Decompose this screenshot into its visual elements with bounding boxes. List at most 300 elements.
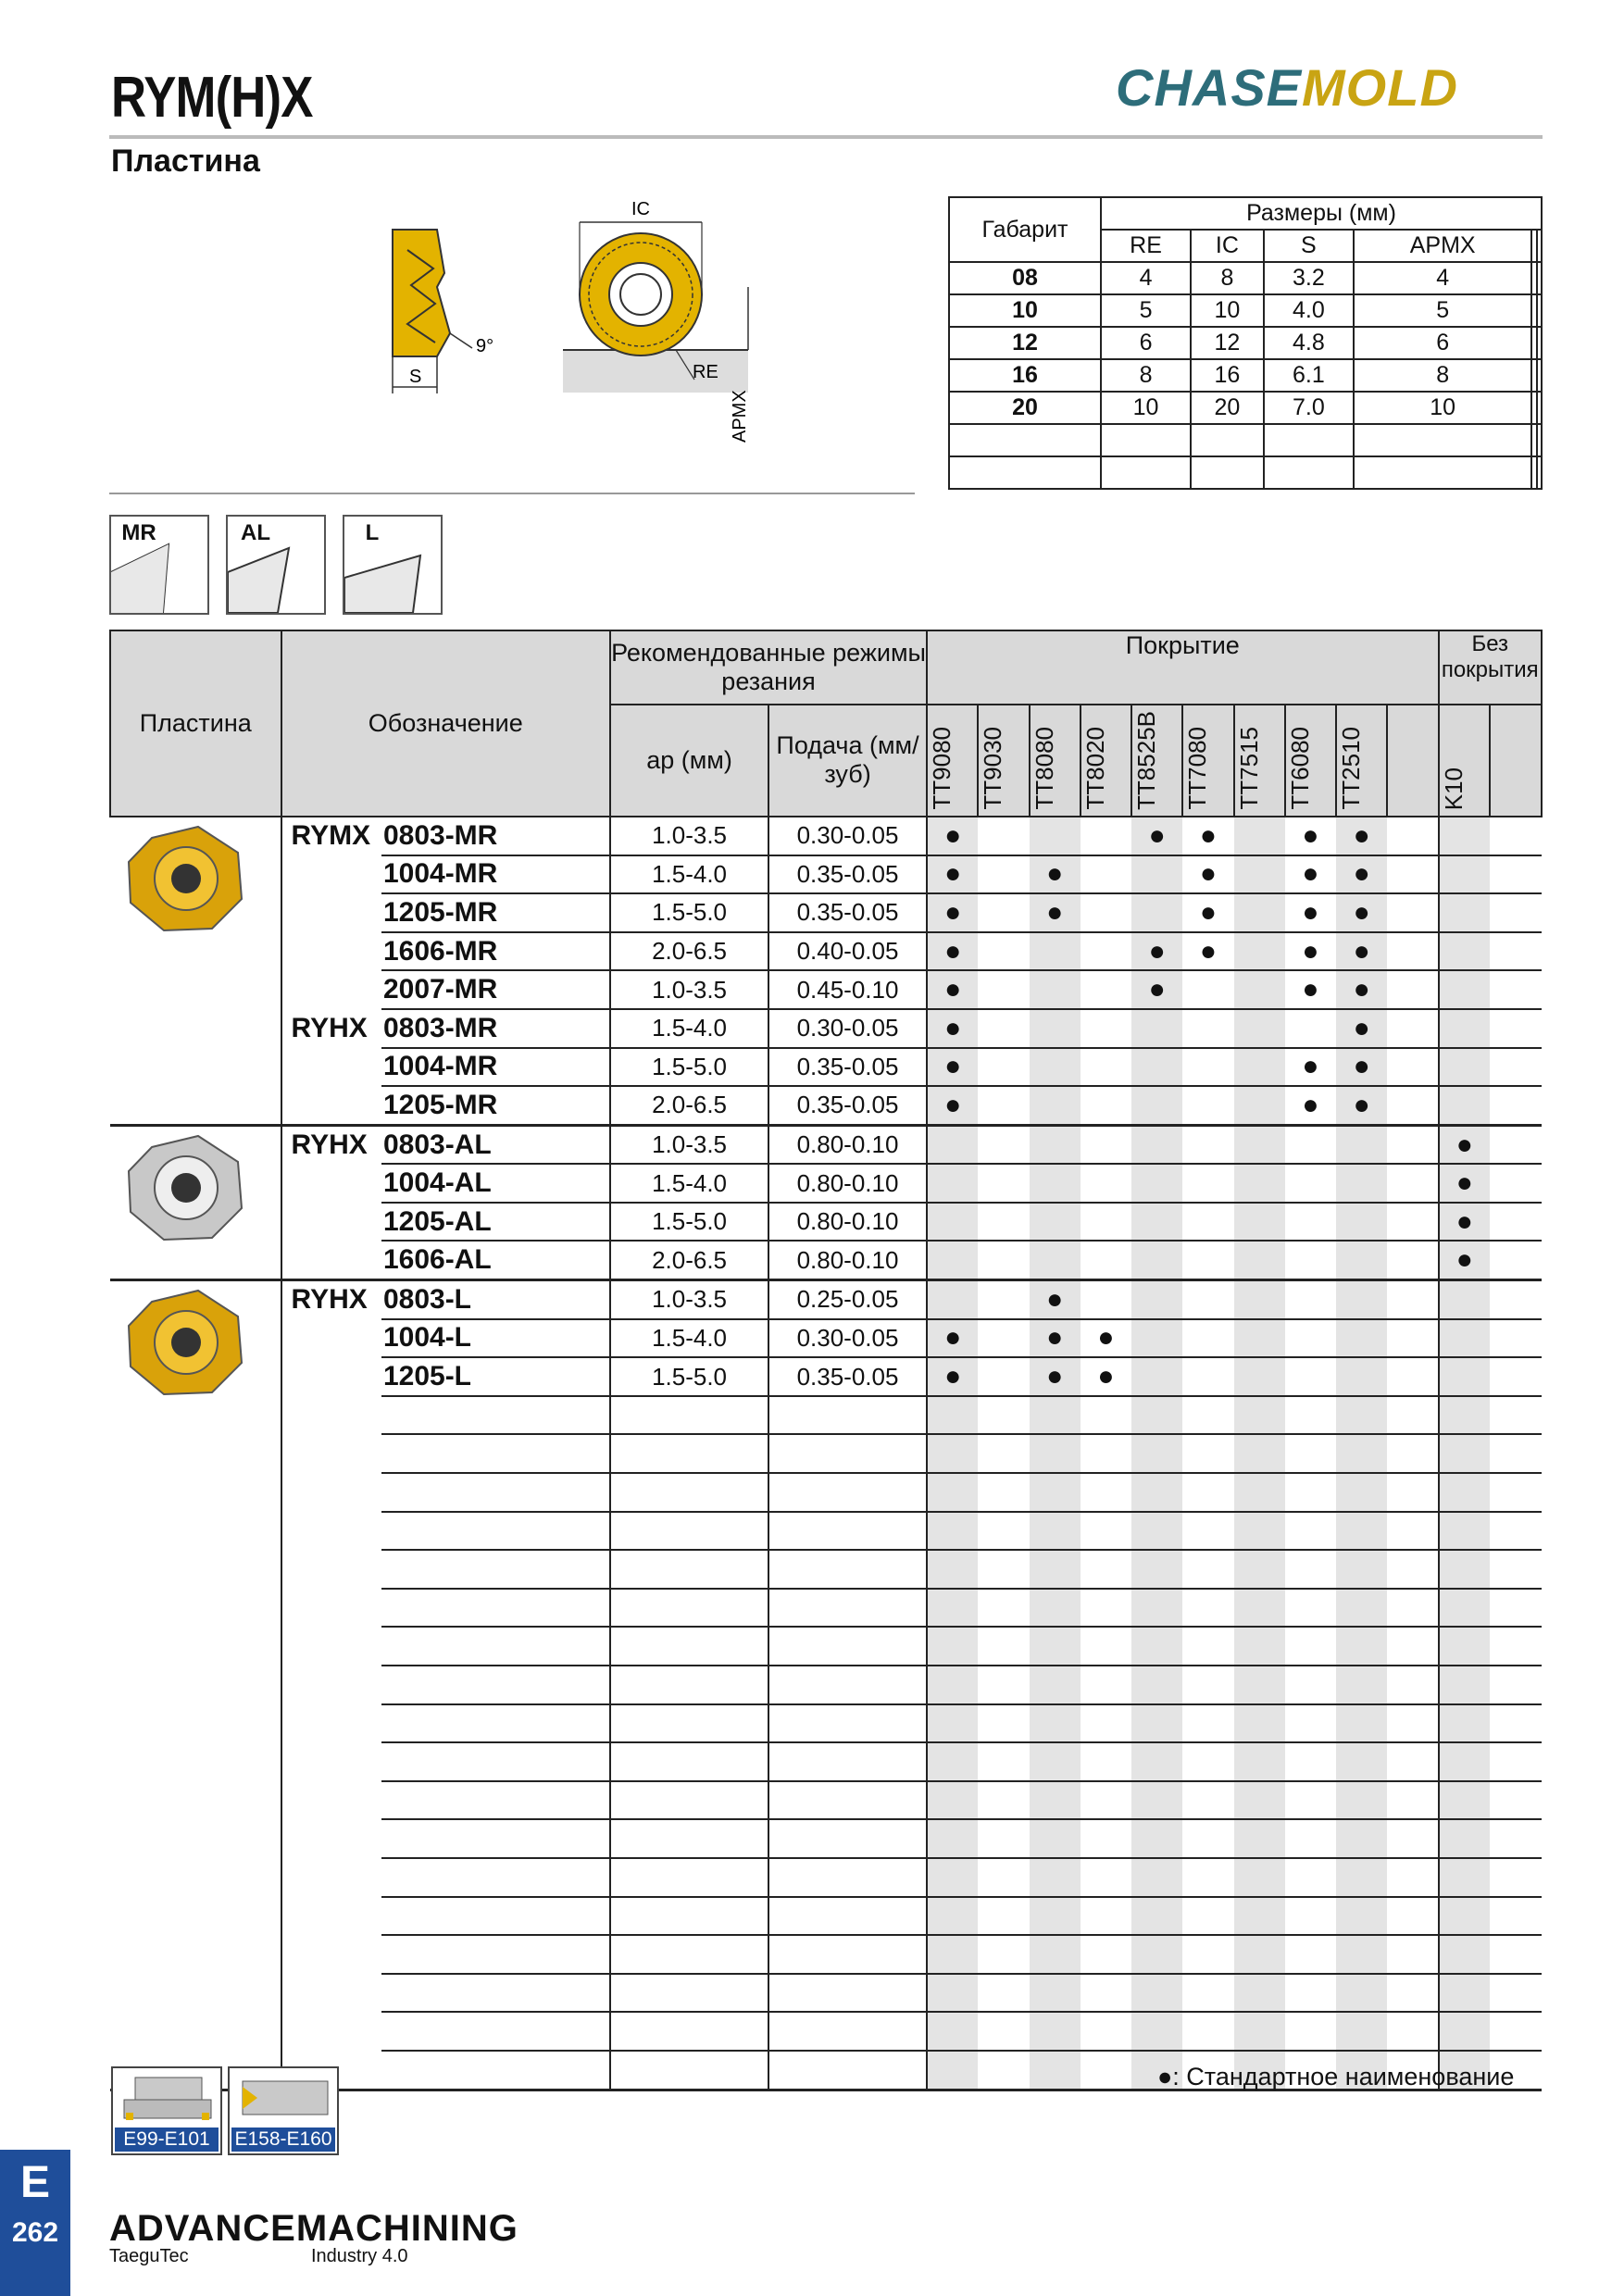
availability-empty: [1131, 1009, 1182, 1048]
availability-empty: [1439, 932, 1491, 971]
designation-prefix-empty: [281, 1974, 381, 2013]
sizes-cell: 4: [1354, 262, 1531, 294]
catalog-ref-label: E158-E160: [231, 2128, 335, 2152]
availability-empty: [1081, 1819, 1131, 1858]
grade-header-cell: [1182, 705, 1233, 817]
availability-empty: [1234, 817, 1285, 855]
availability-empty: [1182, 1280, 1233, 1319]
ap-empty: [610, 1704, 768, 1743]
availability-empty: [1387, 1781, 1438, 1820]
availability-empty: [1336, 1666, 1387, 1704]
feed-value: 0.30-0.05: [768, 1319, 927, 1358]
table-row: [110, 1473, 1542, 1512]
footer-right: Industry 4.0: [311, 2246, 408, 2266]
geometry-al-icon: [226, 515, 326, 615]
table-row: [110, 1434, 1542, 1473]
availability-empty: [1490, 1858, 1542, 1897]
availability-empty: [1490, 1974, 1542, 2013]
availability-empty: [1131, 1974, 1182, 2013]
feed-empty: [768, 1704, 927, 1743]
sizes-cell-empty: [1101, 456, 1191, 489]
availability-empty: [1131, 1357, 1182, 1396]
designation-prefix: RYHX: [291, 1284, 368, 1316]
availability-empty: [1439, 1627, 1491, 1666]
designation-prefix: RYHX: [291, 1012, 368, 1043]
availability-empty: [1030, 1512, 1081, 1551]
header-uncoated: Без покрытия: [1439, 630, 1542, 705]
availability-empty: [1439, 2012, 1491, 2051]
sizes-cell-empty: [1537, 424, 1542, 456]
ap-value: 2.0-6.5: [610, 932, 768, 971]
sizes-table: [948, 196, 1543, 490]
feed-value: 0.35-0.05: [768, 855, 927, 894]
availability-empty: [1387, 1819, 1438, 1858]
end-mill-icon: [230, 2068, 337, 2128]
page-number: 262: [11, 2217, 59, 2248]
availability-dot: ●: [1285, 1048, 1336, 1087]
availability-empty: [1234, 1357, 1285, 1396]
table-row: [110, 1203, 1542, 1242]
availability-dot: ●: [1285, 893, 1336, 932]
availability-empty: [1439, 1357, 1491, 1396]
header-feed: Подача (мм/зуб): [768, 705, 927, 817]
availability-empty: [1234, 1666, 1285, 1704]
sizes-cell-empty: [1537, 294, 1542, 327]
availability-empty: [1030, 1704, 1081, 1743]
availability-empty: [1387, 1396, 1438, 1435]
availability-empty: [978, 970, 1029, 1009]
designation-empty: [381, 2051, 610, 2090]
feed-value: 0.80-0.10: [768, 1125, 927, 1164]
feed-empty: [768, 1819, 927, 1858]
availability-empty: [978, 1357, 1029, 1396]
table-row: [110, 1086, 1542, 1125]
availability-empty: [1439, 1319, 1491, 1358]
availability-empty: [927, 2012, 978, 2051]
table-row: [110, 970, 1542, 1009]
face-mill-icon: [113, 2068, 220, 2128]
availability-empty: [1182, 1512, 1233, 1551]
designation-prefix-empty: [281, 1241, 381, 1279]
availability-empty: [1131, 1125, 1182, 1164]
availability-empty: [1081, 1897, 1131, 1936]
table-row: [110, 1164, 1542, 1203]
availability-empty: [1182, 1550, 1233, 1589]
ap-value: 1.0-3.5: [610, 817, 768, 855]
availability-empty: [927, 1280, 978, 1319]
availability-empty: [1234, 1781, 1285, 1820]
sizes-row: [949, 359, 1542, 392]
availability-empty: [927, 1164, 978, 1203]
availability-empty: [1131, 1781, 1182, 1820]
availability-empty: [1490, 1897, 1542, 1936]
availability-empty: [1030, 1550, 1081, 1589]
grade-header: TT8080: [1030, 727, 1058, 810]
availability-empty: [978, 1396, 1029, 1435]
availability-empty: [1336, 2012, 1387, 2051]
availability-empty: [927, 1666, 978, 1704]
feed-value: 0.80-0.10: [768, 1203, 927, 1242]
availability-empty: [978, 1512, 1029, 1551]
sizes-cell: 10: [1101, 392, 1191, 424]
availability-empty: [1439, 1086, 1491, 1125]
availability-empty: [1081, 1589, 1131, 1628]
availability-empty: [1131, 1858, 1182, 1897]
designation-empty: [381, 1396, 610, 1435]
availability-empty: [1234, 1742, 1285, 1781]
availability-empty: [1336, 1858, 1387, 1897]
availability-empty: [1490, 1203, 1542, 1242]
availability-empty: [1490, 817, 1542, 855]
designation-prefix-empty: [281, 893, 381, 932]
feed-empty: [768, 1473, 927, 1512]
availability-empty: [927, 1125, 978, 1164]
availability-empty: [978, 1897, 1029, 1936]
availability-empty: [978, 1048, 1029, 1087]
header-coated: Покрытие: [927, 630, 1439, 705]
availability-dot: ●: [1285, 855, 1336, 894]
availability-empty: [1336, 1434, 1387, 1473]
availability-empty: [1439, 855, 1491, 894]
availability-empty: [978, 1974, 1029, 2013]
catalog-ref-endmill[interactable]: [228, 2066, 339, 2155]
availability-empty: [1131, 1627, 1182, 1666]
availability-empty: [1439, 1048, 1491, 1087]
sizes-row: [949, 392, 1542, 424]
availability-empty: [1490, 1935, 1542, 1974]
availability-empty: [1490, 1048, 1542, 1087]
availability-empty: [1234, 1086, 1285, 1125]
availability-empty: [1285, 1357, 1336, 1396]
feed-value: 0.80-0.10: [768, 1164, 927, 1203]
availability-dot: ●: [1030, 1280, 1081, 1319]
designation-code: 1606-MR: [381, 932, 610, 971]
availability-empty: [1439, 970, 1491, 1009]
ap-empty: [610, 1473, 768, 1512]
ap-empty: [610, 1742, 768, 1781]
designation-prefix-empty: [281, 1666, 381, 1704]
legend: ●: Стандартное наименование: [1157, 2063, 1515, 2090]
availability-empty: [1234, 1164, 1285, 1203]
availability-empty: [1490, 932, 1542, 971]
sizes-cell-empty: [1354, 456, 1531, 489]
ap-empty: [610, 1666, 768, 1704]
label-ic: IC: [631, 199, 650, 219]
availability-empty: [978, 1627, 1029, 1666]
availability-empty: [1285, 1473, 1336, 1512]
availability-empty: [1081, 1627, 1131, 1666]
availability-empty: [1030, 1241, 1081, 1279]
availability-empty: [1285, 1666, 1336, 1704]
table-row: [110, 1125, 1542, 1164]
feed-value: 0.30-0.05: [768, 1009, 927, 1048]
availability-empty: [1081, 1164, 1131, 1203]
availability-empty: [1081, 893, 1131, 932]
availability-empty: [1182, 1241, 1233, 1279]
availability-empty: [1439, 1781, 1491, 1820]
availability-empty: [1131, 1319, 1182, 1358]
availability-empty: [1387, 1858, 1438, 1897]
designation-empty: [381, 1627, 610, 1666]
availability-dot: ●: [1336, 893, 1387, 932]
availability-empty: [1131, 1704, 1182, 1743]
availability-empty: [1081, 2051, 1131, 2090]
availability-dot: ●: [1182, 855, 1233, 894]
designation-prefix-empty: [281, 1550, 381, 1589]
availability-empty: [1030, 1666, 1081, 1704]
availability-empty: [1387, 1009, 1438, 1048]
ap-empty: [610, 1396, 768, 1435]
table-row: [110, 1897, 1542, 1936]
availability-empty: [1387, 1550, 1438, 1589]
ap-empty: [610, 1819, 768, 1858]
ap-value: 2.0-6.5: [610, 1241, 768, 1279]
availability-empty: [978, 1319, 1029, 1358]
availability-empty: [1234, 855, 1285, 894]
availability-dot: ●: [927, 1048, 978, 1087]
availability-empty: [1285, 1550, 1336, 1589]
availability-empty: [1030, 1897, 1081, 1936]
availability-empty: [1439, 817, 1491, 855]
availability-empty: [1439, 1858, 1491, 1897]
availability-empty: [1131, 1550, 1182, 1589]
availability-empty: [927, 1512, 978, 1551]
availability-empty: [1081, 1009, 1131, 1048]
availability-empty: [1336, 1473, 1387, 1512]
ap-value: 1.5-4.0: [610, 1164, 768, 1203]
availability-empty: [1030, 1627, 1081, 1666]
feed-value: 0.40-0.05: [768, 932, 927, 971]
availability-empty: [1285, 1704, 1336, 1743]
feed-empty: [768, 1781, 927, 1820]
availability-dot: ●: [1081, 1357, 1131, 1396]
availability-empty: [1234, 1434, 1285, 1473]
drawing-divider: [109, 493, 915, 494]
table-row: [110, 1357, 1542, 1396]
availability-empty: [1285, 1434, 1336, 1473]
availability-empty: [1081, 1048, 1131, 1087]
availability-empty: [1030, 1048, 1081, 1087]
feed-empty: [768, 1935, 927, 1974]
designation-empty: [381, 1434, 610, 1473]
geometry-mr-icon: [109, 515, 209, 615]
availability-empty: [1081, 1704, 1131, 1743]
availability-dot: ●: [927, 932, 978, 971]
availability-empty: [1030, 1781, 1081, 1820]
designation-empty: [381, 1858, 610, 1897]
sizes-header-group: Размеры (мм): [1101, 197, 1542, 230]
sizes-cell: 4: [1101, 262, 1191, 294]
availability-empty: [1030, 1858, 1081, 1897]
feed-empty: [768, 1512, 927, 1551]
designation-prefix-empty: [281, 1742, 381, 1781]
availability-empty: [978, 1589, 1029, 1628]
availability-empty: [1336, 1357, 1387, 1396]
geometry-label: MR: [121, 520, 156, 545]
designation-code: 1004-AL: [381, 1164, 610, 1203]
availability-empty: [1234, 1319, 1285, 1358]
availability-empty: [1081, 1512, 1131, 1551]
availability-empty: [1131, 1473, 1182, 1512]
availability-empty: [1387, 1473, 1438, 1512]
sizes-cell: 10: [1191, 294, 1264, 327]
availability-empty: [1387, 1704, 1438, 1743]
availability-empty: [1336, 1819, 1387, 1858]
availability-empty: [1387, 1666, 1438, 1704]
availability-empty: [927, 1858, 978, 1897]
availability-empty: [978, 2012, 1029, 2051]
availability-empty: [1131, 1589, 1182, 1628]
availability-empty: [1131, 1241, 1182, 1279]
designation-code: 2007-MR: [381, 970, 610, 1009]
availability-dot: ●: [1439, 1203, 1491, 1242]
availability-empty: [1182, 1396, 1233, 1435]
brand-part1: CHASE: [1116, 58, 1303, 117]
availability-empty: [1234, 1704, 1285, 1743]
insert-photo-icon: [110, 1281, 268, 1402]
availability-empty: [1336, 1627, 1387, 1666]
sizes-row: [949, 424, 1542, 456]
availability-dot: ●: [1131, 932, 1182, 971]
availability-empty: [1490, 1164, 1542, 1203]
availability-empty: [1336, 1125, 1387, 1164]
availability-empty: [1234, 1897, 1285, 1936]
availability-empty: [1081, 1086, 1131, 1125]
designation-prefix-empty: [281, 1473, 381, 1512]
footer-left: TaeguTec: [109, 2246, 189, 2266]
availability-dot: ●: [1336, 932, 1387, 971]
availability-dot: ●: [1182, 932, 1233, 971]
grade-header-empty: [1387, 705, 1438, 817]
availability-empty: [1131, 1935, 1182, 1974]
feed-empty: [768, 1396, 927, 1435]
availability-empty: [1336, 1935, 1387, 1974]
designation-prefix-empty: [281, 1357, 381, 1396]
grade-header: TT6080: [1285, 727, 1314, 810]
availability-empty: [1131, 1086, 1182, 1125]
ap-empty: [610, 1589, 768, 1628]
designation-prefix-empty: [281, 1086, 381, 1125]
availability-empty: [1030, 1203, 1081, 1242]
availability-empty: [978, 1203, 1029, 1242]
availability-empty: [1387, 1974, 1438, 2013]
availability-dot: ●: [1131, 817, 1182, 855]
availability-dot: ●: [1336, 855, 1387, 894]
availability-empty: [1131, 1666, 1182, 1704]
feed-value: 0.35-0.05: [768, 1357, 927, 1396]
availability-empty: [1030, 2012, 1081, 2051]
availability-empty: [1234, 1125, 1285, 1164]
table-row: [110, 893, 1542, 932]
availability-empty: [1182, 1009, 1233, 1048]
designation-empty: [381, 1589, 610, 1628]
table-row: [110, 817, 1542, 855]
availability-empty: [1081, 1666, 1131, 1704]
feed-value: 0.35-0.05: [768, 1048, 927, 1087]
availability-empty: [1490, 1434, 1542, 1473]
availability-empty: [1182, 1974, 1233, 2013]
availability-empty: [1030, 1589, 1081, 1628]
availability-empty: [1387, 1086, 1438, 1125]
availability-empty: [1336, 1974, 1387, 2013]
availability-empty: [1182, 1086, 1233, 1125]
sizes-col: APMX: [1354, 230, 1531, 262]
grade-header: TT2510: [1337, 727, 1366, 810]
availability-dot: ●: [1336, 1009, 1387, 1048]
brand-logo: [1116, 57, 1458, 118]
availability-empty: [978, 855, 1029, 894]
availability-empty: [1182, 2012, 1233, 2051]
catalog-ref-milling[interactable]: [111, 2066, 222, 2155]
availability-empty: [1490, 1704, 1542, 1743]
availability-empty: [1490, 1819, 1542, 1858]
side-view: [393, 230, 493, 393]
ap-empty: [610, 1897, 768, 1936]
availability-empty: [978, 817, 1029, 855]
availability-empty: [1131, 1434, 1182, 1473]
sizes-cell-empty: [1354, 424, 1531, 456]
availability-empty: [1490, 1550, 1542, 1589]
availability-dot: ●: [927, 817, 978, 855]
availability-empty: [1030, 1396, 1081, 1435]
availability-empty: [1182, 1357, 1233, 1396]
availability-empty: [1285, 1396, 1336, 1435]
availability-empty: [1490, 1086, 1542, 1125]
availability-empty: [1081, 1858, 1131, 1897]
availability-empty: [1285, 1858, 1336, 1897]
sizes-cell: 4.8: [1264, 327, 1354, 359]
availability-dot: ●: [1081, 1319, 1131, 1358]
availability-empty: [1490, 1280, 1542, 1319]
availability-dot: ●: [927, 1086, 978, 1125]
footer-logo: ADVANCEMACHINING: [109, 2208, 518, 2249]
availability-empty: [927, 1241, 978, 1279]
availability-empty: [1234, 1935, 1285, 1974]
availability-empty: [1490, 1009, 1542, 1048]
availability-empty: [1387, 1589, 1438, 1628]
sizes-cell: 6: [1354, 327, 1531, 359]
grade-header: TT7515: [1234, 727, 1263, 810]
availability-empty: [1081, 932, 1131, 971]
designation-prefix-empty: [281, 1512, 381, 1551]
availability-empty: [1081, 1550, 1131, 1589]
availability-dot: ●: [1336, 1048, 1387, 1087]
availability-empty: [1285, 1781, 1336, 1820]
availability-empty: [1030, 1086, 1081, 1125]
availability-empty: [1234, 1396, 1285, 1435]
designation-prefix-empty: [281, 932, 381, 971]
availability-empty: [1336, 1704, 1387, 1743]
table-row: [110, 1589, 1542, 1628]
availability-empty: [1234, 1550, 1285, 1589]
availability-empty: [1234, 1280, 1285, 1319]
availability-empty: [1439, 1974, 1491, 2013]
grade-header-cell: [1336, 705, 1387, 817]
availability-empty: [978, 1781, 1029, 1820]
feed-value: 0.45-0.10: [768, 970, 927, 1009]
availability-empty: [1234, 1512, 1285, 1551]
availability-empty: [1387, 1048, 1438, 1087]
designation-prefix-empty: [281, 970, 381, 1009]
availability-empty: [1285, 1009, 1336, 1048]
availability-empty: [1234, 932, 1285, 971]
ap-empty: [610, 2051, 768, 2090]
insert-photo-icon: [110, 1127, 268, 1247]
availability-dot: ●: [1439, 1125, 1491, 1164]
availability-empty: [1439, 1742, 1491, 1781]
designation-code: 1205-L: [381, 1357, 610, 1396]
availability-empty: [1030, 1434, 1081, 1473]
